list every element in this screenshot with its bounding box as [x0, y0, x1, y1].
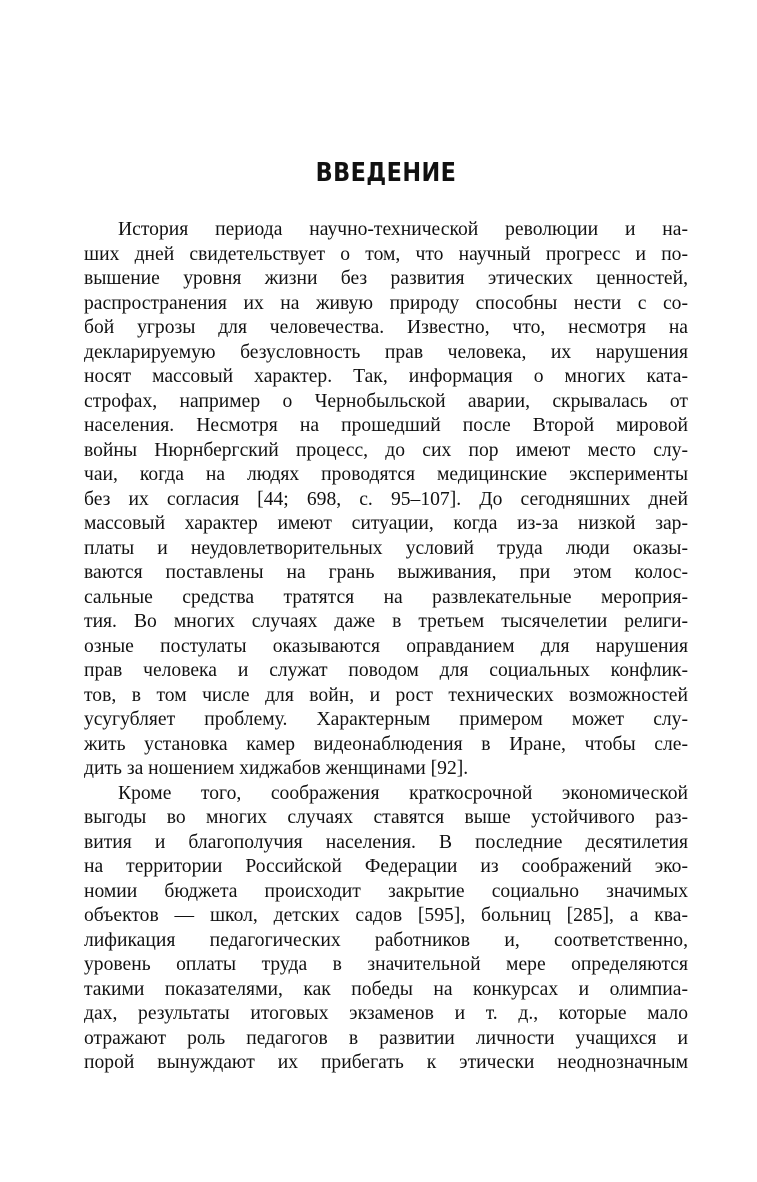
text-line: ваются поставлены на грань выживания, при этом колос- [84, 562, 688, 583]
text-line: тов, в том числе для войн, и рост технических возможностей [84, 684, 688, 706]
text-line: тия. Во многих случаях даже в третьем тысячелетии религи- [84, 611, 688, 632]
text-line: усугубляет проблему. Характерным примером может слу- [84, 709, 688, 730]
body-text [84, 218, 688, 1076]
text-line: на территории Российской Федерации из соображений эко- [84, 856, 688, 877]
text-line: массовый характер имеют ситуации, когда из-за низкой зар- [84, 513, 688, 534]
text-line: войны Нюрнбергский процесс, до сих пор имеют место слу- [84, 439, 688, 461]
text-line: отражают роль педагогов в развитии личности учащихся и [84, 1027, 688, 1049]
text-line: озные постулаты оказываются оправданием для нарушения [84, 635, 688, 657]
text-line: номии бюджета происходит закрытие социально значимых [84, 880, 688, 902]
chapter-heading: ВВЕДЕНИЕ [315, 158, 457, 188]
text-line: дить за ношением хиджабов женщинами [92]. [84, 758, 469, 779]
text-line: декларируемую безусловность прав человека, их нарушения [84, 341, 688, 363]
text-line: сальные средства тратятся на развлекательные мероприя- [84, 586, 688, 608]
text-line: жить установка камер видеонаблюдения в Иране, чтобы сле- [84, 733, 688, 755]
text-line: лификация педагогических работников и, соответственно, [84, 929, 688, 951]
book-page [84, 0, 688, 1182]
text-line: без их согласия [44; 698, с. 95–107]. До сегодняшних дней [84, 488, 688, 510]
paragraph-1 [84, 218, 688, 782]
text-line: вития и благополучия населения. В последние десятилетия [84, 831, 688, 853]
text-line: выгоды во многих случаях ставятся выше устойчивого раз- [84, 807, 688, 828]
text-line: платы и неудовлетворительных условий труда люди оказы- [84, 537, 688, 559]
text-line: носят массовый характер. Так, информация о многих ката- [84, 366, 688, 387]
text-line: такими показателями, как победы на конкурсах и олимпиа- [84, 978, 688, 1000]
paragraph-2 [84, 782, 688, 1076]
text-line: История периода научно-технической революции и на- [118, 219, 688, 240]
text-line: уровень оплаты труда в значительной мере определяются [84, 954, 688, 975]
text-line: вышение уровня жизни без развития этических ценностей, [84, 268, 688, 289]
text-line: ших дней свидетельствует о том, что научный прогресс и по- [84, 243, 688, 265]
text-line: Кроме того, соображения краткосрочной экономической [118, 782, 688, 804]
text-line: дах, результаты итоговых экзаменов и т. д., которые мало [84, 1003, 688, 1024]
text-line: порой вынуждают их прибегать к этически неоднозначным [84, 1052, 688, 1073]
text-line: объектов — школ, детских садов [595], больниц [285], а ква- [84, 905, 688, 926]
text-line: прав человека и служат поводом для социальных конфлик- [84, 660, 688, 681]
text-line: чаи, когда на людях проводятся медицинские эксперименты [84, 464, 688, 485]
text-line: бой угрозы для человечества. Известно, что, несмотря на [84, 317, 688, 338]
text-line: строфах, например о Чернобыльской аварии, скрывалась от [84, 390, 688, 412]
text-line: распространения их на живую природу способны нести с со- [84, 292, 688, 314]
text-line: населения. Несмотря на прошедший после Второй мировой [84, 415, 688, 436]
